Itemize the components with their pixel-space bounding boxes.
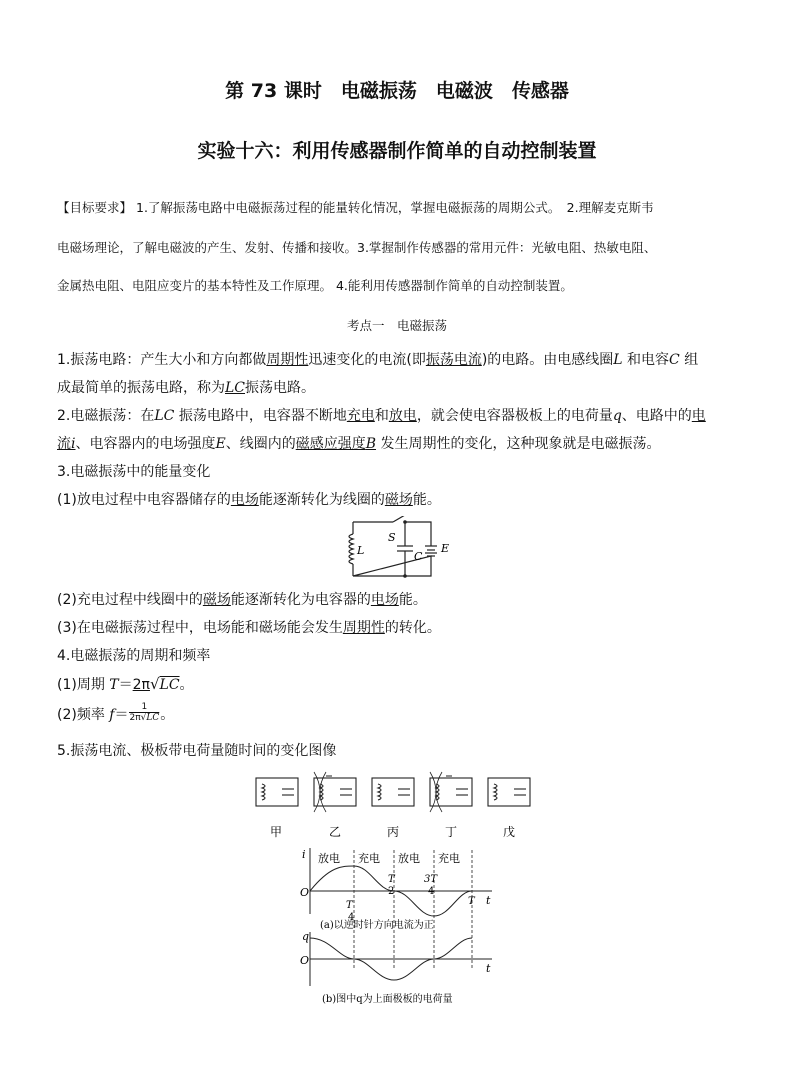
origin-label-a: O <box>300 886 310 899</box>
capacitor-label: C <box>414 550 423 563</box>
para-3-2: (2)充电过程中线圈中的磁场能逐渐转化为电容器的电场能。 <box>57 592 427 608</box>
section-heading: 考点一 电磁振荡 <box>346 318 447 333</box>
stage-label-3: 丙 <box>386 825 400 839</box>
caption-a: (a)以逆时针方向电流为正 <box>320 920 434 931</box>
t-axis-label-a: t <box>486 894 491 907</box>
phase-label-1: 放电 <box>318 852 340 865</box>
frequency-formula: (2)频率 f＝ $\frac{1}{2\pi√LC}$ 。 <box>57 701 175 723</box>
switch-label: S <box>388 531 396 544</box>
para-5: 5.振荡电流、极板带电荷量随时间的变化图像 <box>57 743 337 759</box>
stage-label-4: 丁 <box>444 825 458 839</box>
page-title: 第 73 课时 电磁振荡 电磁波 传感器 <box>225 80 569 102</box>
page-subtitle: 实验十六：利用传感器制作简单的自动控制装置 <box>197 140 597 162</box>
svg-text:4: 4 <box>428 886 435 897</box>
para-3-3: (3)在电磁振荡过程中，电场能和磁场能会发生周期性的转化。 <box>57 620 441 636</box>
t-axis-label-b: t <box>486 962 491 975</box>
oscillation-stages-diagram <box>252 770 552 840</box>
caption-b: (b)图中q为上面极板的电荷量 <box>322 994 453 1005</box>
tick-t2: T <box>388 874 395 885</box>
lc-circuit-diagram <box>335 516 465 582</box>
para-3-1: (1)放电过程中电容器储存的电场能逐渐转化为线圈的磁场能。 <box>57 492 441 508</box>
stage-label-1: 甲 <box>269 825 283 839</box>
phase-label-4: 充电 <box>438 852 460 865</box>
para-2-line-1: 2.电磁振荡：在LC 振荡电路中，电容器不断地充电和放电，就会使电容器极板上的电荷量q、电路中的电 <box>57 408 706 424</box>
tick-t4: T <box>346 900 353 911</box>
oscillation-graphs <box>296 846 496 1006</box>
i-axis-label: i <box>302 848 306 861</box>
svg-text:4: 4 <box>348 912 355 923</box>
goals-label: 【目标要求】 <box>57 200 133 215</box>
battery-label: E <box>441 542 450 555</box>
phase-label-3: 放电 <box>398 852 420 865</box>
para-2-line-2: 流i、电容器内的电场强度E、线圈内的磁感应强度B 发生周期性的变化，这种现象就是电磁振荡。 <box>57 436 661 452</box>
stage-label-2: 乙 <box>328 825 342 839</box>
tick-3t4: 3T <box>424 874 438 885</box>
para-3: 3.电磁振荡中的能量变化 <box>57 464 211 480</box>
svg-text:2: 2 <box>388 886 395 897</box>
para-4: 4.电磁振荡的周期和频率 <box>57 648 211 664</box>
inductor-label: L <box>357 544 365 557</box>
para-1-line-1: 1.振荡电路：产生大小和方向都做周期性迅速变化的电流(即振荡电流)的电路。由电感线圈L 和电容C 组 <box>57 352 699 368</box>
goals-line-3: 金属热电阻、电阻应变片的基本特性及工作原理。 4.能利用传感器制作简单的自动控制装置。 <box>57 278 573 293</box>
q-axis-label: q <box>302 930 310 943</box>
tick-t: T <box>468 896 475 907</box>
phase-label-2: 充电 <box>358 852 380 865</box>
goals-line-1: 【目标要求】 1.了解振荡电路中电磁振荡过程的能量转化情况，掌握电磁振荡的周期公式。 2.理解麦克斯韦 <box>57 200 654 215</box>
para-1-line-2: 成最简单的振荡电路，称为LC振荡电路。 <box>57 380 316 396</box>
origin-label-b: O <box>300 954 310 967</box>
goals-line-2: 电磁场理论，了解电磁波的产生、发射、传播和接收。3.掌握制作传感器的常用元件：光敏电阻、热敏电阻、 <box>57 240 657 255</box>
period-formula: (1)周期 T＝2π√LC。 <box>57 675 194 693</box>
stage-label-5: 戊 <box>502 825 516 839</box>
